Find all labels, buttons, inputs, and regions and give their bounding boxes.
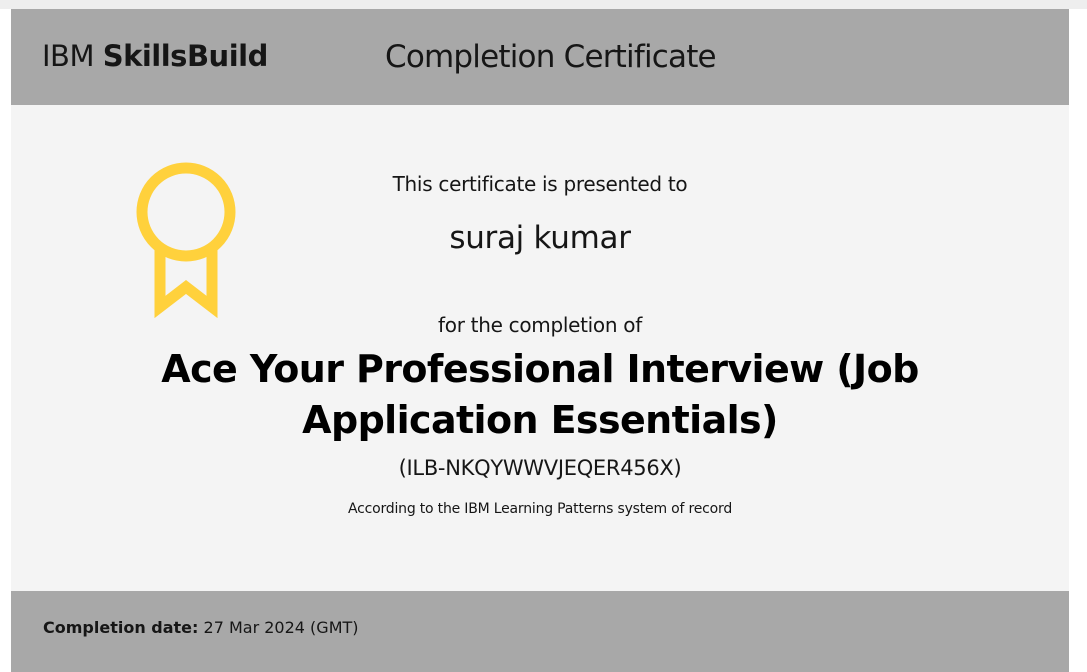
certificate-footer xyxy=(11,591,1069,672)
top-strip xyxy=(0,0,1087,9)
brand-name: SkillsBuild xyxy=(102,39,268,73)
for-completion-text: for the completion of xyxy=(438,313,642,337)
brand-prefix: IBM xyxy=(42,39,94,73)
completion-date-label: Completion date: xyxy=(43,618,199,637)
certificate xyxy=(11,9,1069,672)
record-note: According to the IBM Learning Patterns system of record xyxy=(347,501,733,517)
recipient-name: suraj kumar xyxy=(449,220,631,256)
presented-to-text: This certificate is presented to xyxy=(392,172,688,196)
brand-logo xyxy=(42,39,268,73)
certificate-title: Completion Certificate xyxy=(385,39,716,75)
certificate-header xyxy=(11,9,1069,105)
completion-date xyxy=(43,618,359,637)
course-code: (ILB-NKQYWWVJEQER456X) xyxy=(398,456,682,480)
completion-date-value: 27 Mar 2024 (GMT) xyxy=(203,618,359,637)
course-title: Ace Your Professional Interview (Job Application Essentials) xyxy=(161,347,919,442)
